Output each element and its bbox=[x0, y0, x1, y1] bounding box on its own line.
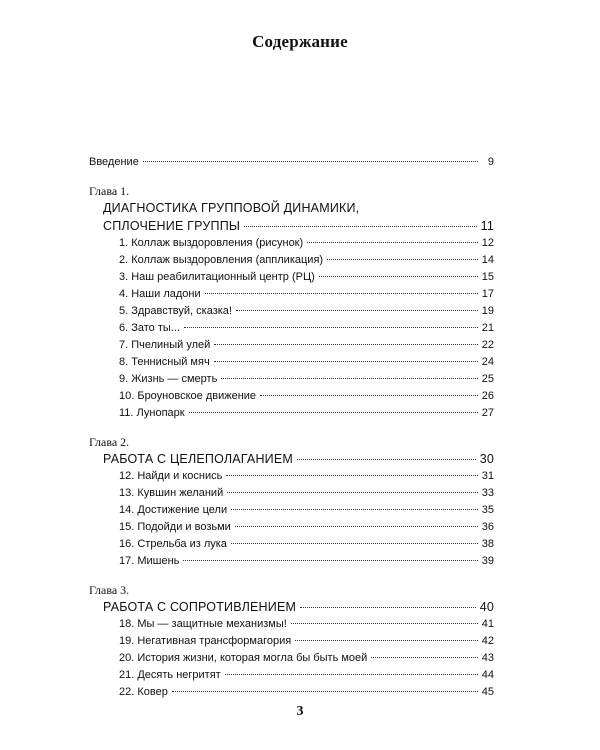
chapter-title-row bbox=[89, 450, 494, 468]
dot-leader bbox=[143, 161, 478, 162]
toc-entry-page: 14 bbox=[481, 254, 494, 266]
toc-entry-page: 43 bbox=[481, 652, 494, 664]
dot-leader bbox=[172, 691, 478, 692]
toc-entry bbox=[89, 320, 494, 337]
toc-entry bbox=[89, 536, 494, 553]
dot-leader bbox=[371, 657, 477, 658]
dot-leader bbox=[291, 623, 478, 624]
dot-leader bbox=[300, 607, 476, 608]
toc-entry-page: 38 bbox=[481, 538, 494, 550]
dot-leader bbox=[214, 344, 477, 345]
dot-leader bbox=[295, 640, 478, 641]
dot-leader bbox=[214, 361, 478, 362]
toc-entry-page: 17 bbox=[481, 288, 494, 300]
page-title: Содержание bbox=[252, 32, 348, 51]
toc-entry bbox=[89, 371, 494, 388]
chapter-label: Глава 1. bbox=[89, 184, 130, 198]
chapter-title: ДИАГНОСТИКА ГРУППОВОЙ ДИНАМИКИ, bbox=[103, 201, 360, 215]
toc-entry bbox=[89, 633, 494, 650]
toc-entry-label: 12. Найди и коснись bbox=[119, 470, 223, 482]
chapter-title-row bbox=[89, 217, 494, 235]
dot-leader bbox=[205, 293, 478, 294]
toc-entry bbox=[89, 616, 494, 633]
toc-entry-label: 22. Ковер bbox=[119, 686, 168, 698]
toc-entry bbox=[89, 337, 494, 354]
toc-entry-page: 39 bbox=[481, 555, 494, 567]
toc-entry bbox=[89, 405, 494, 422]
toc-entry bbox=[89, 235, 494, 252]
toc-entry-page: 19 bbox=[481, 305, 494, 317]
toc-entry bbox=[89, 303, 494, 320]
toc-entry-label: 6. Зато ты... bbox=[119, 322, 180, 334]
toc-entry bbox=[89, 650, 494, 667]
toc-entry-page: 25 bbox=[481, 373, 494, 385]
table-of-contents bbox=[89, 154, 494, 701]
chapter-title-row bbox=[89, 598, 494, 616]
toc-entry-page: 33 bbox=[481, 487, 494, 499]
chapter-title: РАБОТА С СОПРОТИВЛЕНИЕМ bbox=[103, 600, 297, 614]
toc-entry bbox=[89, 667, 494, 684]
dot-leader bbox=[227, 492, 478, 493]
toc-entry-label: 21. Десять негритят bbox=[119, 669, 221, 681]
dot-leader bbox=[225, 674, 478, 675]
toc-entry-label: 5. Здравствуй, сказка! bbox=[119, 305, 232, 317]
toc-entry-label: 20. История жизни, которая могла бы быть моей bbox=[119, 652, 368, 664]
chapter-title: РАБОТА С ЦЕЛЕПОЛАГАНИЕМ bbox=[103, 452, 294, 466]
toc-entry-label: 15. Подойди и возьми bbox=[119, 521, 231, 533]
dot-leader bbox=[231, 543, 478, 544]
toc-entry bbox=[89, 286, 494, 303]
toc-entry-page: 41 bbox=[481, 618, 494, 630]
toc-entry bbox=[89, 684, 494, 701]
toc-entry-page: 44 bbox=[481, 669, 494, 681]
toc-entry-label: 3. Наш реабилитационный центр (РЦ) bbox=[119, 271, 315, 283]
toc-entry-label: 8. Теннисный мяч bbox=[119, 356, 210, 368]
toc-entry-label: 19. Негативная трансформагория bbox=[119, 635, 292, 647]
toc-entry-page: 42 bbox=[481, 635, 494, 647]
toc-entry-label: 1. Коллаж выздоровления (рисунок) bbox=[119, 237, 304, 249]
dot-leader bbox=[327, 259, 478, 260]
dot-leader bbox=[307, 242, 478, 243]
toc-entry bbox=[89, 252, 494, 269]
toc-entry bbox=[89, 502, 494, 519]
toc-entry bbox=[89, 553, 494, 570]
chapter-page: 40 bbox=[479, 600, 494, 614]
toc-entry-page: 35 bbox=[481, 504, 494, 516]
dot-leader bbox=[235, 526, 478, 527]
toc-entry-page: 22 bbox=[481, 339, 494, 351]
toc-entry-label: 9. Жизнь — смерть bbox=[119, 373, 218, 385]
dot-leader bbox=[183, 560, 477, 561]
chapter-title: СПЛОЧЕНИЕ ГРУППЫ bbox=[103, 219, 241, 233]
chapter-page: 30 bbox=[479, 452, 494, 466]
toc-entry-page: 15 bbox=[481, 271, 494, 283]
toc-entry-page: 26 bbox=[481, 390, 494, 402]
dot-leader bbox=[236, 310, 478, 311]
toc-entry-page: 24 bbox=[481, 356, 494, 368]
toc-entry-page: 21 bbox=[481, 322, 494, 334]
toc-entry bbox=[89, 519, 494, 536]
page-number: 3 bbox=[296, 704, 304, 719]
toc-entry bbox=[89, 388, 494, 405]
toc-entry bbox=[89, 485, 494, 502]
toc-entry-label: 18. Мы — защитные механизмы! bbox=[119, 618, 287, 630]
toc-entry-label: 10. Броуновское движение bbox=[119, 390, 257, 402]
toc-entry-label: 16. Стрельба из лука bbox=[119, 538, 227, 550]
toc-entry-label: 11. Лунопарк bbox=[119, 407, 185, 419]
toc-entry-label: 7. Пчелиный улей bbox=[119, 339, 211, 351]
toc-entry-page: 36 bbox=[481, 521, 494, 533]
toc-entry-page: 31 bbox=[481, 470, 494, 482]
toc-entry bbox=[89, 468, 494, 485]
dot-leader bbox=[226, 475, 477, 476]
dot-leader bbox=[184, 327, 478, 328]
toc-entry-label: 14. Достижение цели bbox=[119, 504, 228, 516]
dot-leader bbox=[297, 459, 476, 460]
toc-entry-label: Введение bbox=[89, 156, 139, 168]
toc-entry-label: 4. Наши ладони bbox=[119, 288, 201, 300]
toc-entry-intro bbox=[89, 154, 494, 171]
dot-leader bbox=[260, 395, 478, 396]
toc-entry-page: 9 bbox=[487, 156, 494, 168]
toc-entry-page: 45 bbox=[481, 686, 494, 698]
toc-entry-label: 2. Коллаж выздоровления (аппликация) bbox=[119, 254, 324, 266]
chapter-label: Глава 2. bbox=[89, 435, 130, 449]
toc-entry-page: 12 bbox=[481, 237, 494, 249]
dot-leader bbox=[221, 378, 477, 379]
toc-entry-label: 13. Кувшин желаний bbox=[119, 487, 224, 499]
toc-entry bbox=[89, 354, 494, 371]
toc-entry bbox=[89, 269, 494, 286]
dot-leader bbox=[189, 412, 478, 413]
toc-entry-page: 27 bbox=[481, 407, 494, 419]
chapter-page: 11 bbox=[480, 219, 494, 233]
dot-leader bbox=[244, 226, 476, 227]
dot-leader bbox=[319, 276, 478, 277]
dot-leader bbox=[231, 509, 478, 510]
toc-entry-label: 17. Мишень bbox=[119, 555, 180, 567]
chapter-label: Глава 3. bbox=[89, 583, 130, 597]
